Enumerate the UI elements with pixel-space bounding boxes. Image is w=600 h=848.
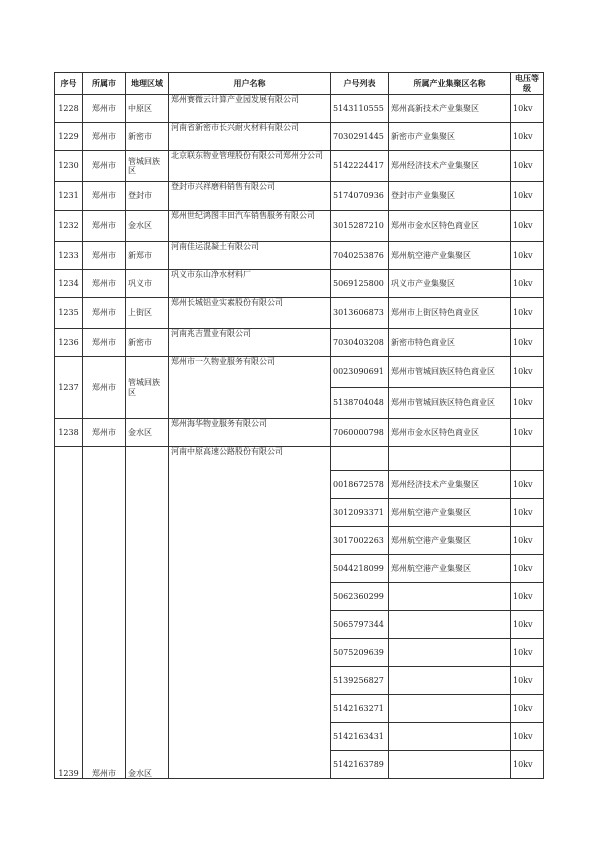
cell-district: 金水区 (126, 447, 169, 779)
cell-city: 郑州市 (83, 211, 126, 242)
table-row (55, 95, 544, 123)
table-row (55, 298, 544, 329)
table-row (55, 357, 544, 388)
cell-account: 7030291445 (331, 123, 389, 151)
cell-cluster: 登封市产业集聚区 (389, 182, 511, 211)
cell-voltage: 10kv (511, 471, 544, 499)
cell-cluster (389, 751, 511, 779)
cell-account: 5139256827 (331, 667, 389, 695)
cell-seq: 1235 (55, 298, 83, 329)
cell-account: 5174070936 (331, 182, 389, 211)
cell-seq: 1238 (55, 419, 83, 447)
cell-cluster: 郑州市上街区特色商业区 (389, 298, 511, 329)
cell-voltage: 10kv (511, 211, 544, 242)
cell-seq: 1234 (55, 270, 83, 298)
cell-district: 上街区 (126, 298, 169, 329)
table-row (55, 270, 544, 298)
cell-city: 郑州市 (83, 419, 126, 447)
cell-account: 5142163271 (331, 695, 389, 723)
cell-voltage: 10kv (511, 723, 544, 751)
cell-voltage: 10kv (511, 555, 544, 583)
cell-account: 5075209639 (331, 639, 389, 667)
cell-cluster: 郑州航空港产业集聚区 (389, 527, 511, 555)
cell-cluster: 郑州高新技术产业集聚区 (389, 95, 511, 123)
cell-user: 郑州世纪鸿图丰田汽车销售服务有限公司 (169, 211, 331, 242)
cell-user: 河南佳运混凝土有限公司 (169, 242, 331, 270)
cell-voltage: 10kv (511, 527, 544, 555)
cell-cluster: 郑州经济技术产业集聚区 (389, 151, 511, 182)
table-row (55, 329, 544, 357)
cell-user: 河南兆吉置业有限公司 (169, 329, 331, 357)
cell-voltage: 10kv (511, 388, 544, 419)
cell-account: 5065797344 (331, 611, 389, 639)
cell-seq: 1237 (55, 357, 83, 419)
cell-cluster: 郑州航空港产业集聚区 (389, 242, 511, 270)
cell-account: 0018672578 (331, 471, 389, 499)
cell-user: 北京联东物业管理股份有限公司郑州分公司 (169, 151, 331, 182)
cell-cluster: 新密市特色商业区 (389, 329, 511, 357)
cell-account: 3017002263 (331, 527, 389, 555)
cell-voltage: 10kv (511, 95, 544, 123)
cell-voltage: 10kv (511, 123, 544, 151)
cell-city: 郑州市 (83, 298, 126, 329)
cell-user: 巩义市东山净水材料厂 (169, 270, 331, 298)
table-row (55, 211, 544, 242)
cell-seq: 1232 (55, 211, 83, 242)
cell-city: 郑州市 (83, 329, 126, 357)
cell-voltage: 10kv (511, 242, 544, 270)
cell-account: 3012093371 (331, 499, 389, 527)
cell-voltage: 10kv (511, 329, 544, 357)
cell-voltage: 10kv (511, 751, 544, 779)
header-user: 用户名称 (169, 73, 331, 95)
header-row (55, 73, 544, 95)
header-seq: 序号 (55, 73, 83, 95)
cell-voltage: 10kv (511, 270, 544, 298)
cell-city: 郑州市 (83, 123, 126, 151)
table-row (55, 419, 544, 447)
cell-account: 3015287210 (331, 211, 389, 242)
cell-account: 5142163789 (331, 751, 389, 779)
cell-seq: 1230 (55, 151, 83, 182)
cell-account: 5142224417 (331, 151, 389, 182)
cell-cluster (389, 667, 511, 695)
cell-district: 巩义市 (126, 270, 169, 298)
header-city: 所属市 (83, 73, 126, 95)
cell-city: 郑州市 (83, 357, 126, 419)
cell-cluster (389, 723, 511, 751)
cell-voltage: 10kv (511, 419, 544, 447)
header-cluster: 所属产业集聚区名称 (389, 73, 511, 95)
cell-city: 郑州市 (83, 182, 126, 211)
cell-seq: 1239 (55, 447, 83, 779)
cell-district: 新密市 (126, 329, 169, 357)
cell-voltage: 10kv (511, 695, 544, 723)
cell-cluster: 郑州航空港产业集聚区 (389, 555, 511, 583)
cell-district: 金水区 (126, 419, 169, 447)
table-row (55, 123, 544, 151)
cell-voltage: 10kv (511, 182, 544, 211)
cell-district: 中原区 (126, 95, 169, 123)
cell-account: 5143110555 (331, 95, 389, 123)
cell-district: 新郑市 (126, 242, 169, 270)
cell-account: 7030403208 (331, 329, 389, 357)
cell-cluster: 郑州市金水区特色商业区 (389, 211, 511, 242)
cell-user: 郑州长城铝业实素股份有限公司 (169, 298, 331, 329)
header-voltage: 电压等级 (511, 73, 544, 95)
cell-account: 0023090691 (331, 357, 389, 388)
cell-account: 5062360299 (331, 583, 389, 611)
cell-account: 3013606873 (331, 298, 389, 329)
cell-cluster: 郑州市管城回族区特色商业区 (389, 388, 511, 419)
cell-voltage (511, 447, 544, 471)
cell-account: 7040253876 (331, 242, 389, 270)
cell-city: 郑州市 (83, 151, 126, 182)
cell-cluster (389, 583, 511, 611)
cell-voltage: 10kv (511, 298, 544, 329)
cell-voltage: 10kv (511, 357, 544, 388)
cell-city: 郑州市 (83, 270, 126, 298)
cell-account (331, 447, 389, 471)
cell-account: 7060000798 (331, 419, 389, 447)
table-row (55, 242, 544, 270)
cell-seq: 1231 (55, 182, 83, 211)
cell-account: 5044218099 (331, 555, 389, 583)
table-row (55, 182, 544, 211)
cell-cluster: 郑州市金水区特色商业区 (389, 419, 511, 447)
cell-user: 登封市兴祥磨料销售有限公司 (169, 182, 331, 211)
cell-district: 金水区 (126, 211, 169, 242)
cell-voltage: 10kv (511, 639, 544, 667)
cell-cluster: 郑州航空港产业集聚区 (389, 499, 511, 527)
cell-voltage: 10kv (511, 151, 544, 182)
cell-city: 郑州市 (83, 95, 126, 123)
cell-cluster: 巩义市产业集聚区 (389, 270, 511, 298)
cell-cluster (389, 611, 511, 639)
cell-voltage: 10kv (511, 667, 544, 695)
cell-cluster: 郑州市管城回族区特色商业区 (389, 357, 511, 388)
cell-cluster (389, 695, 511, 723)
cell-voltage: 10kv (511, 499, 544, 527)
cell-user: 河南中原高速公路股份有限公司 (169, 447, 331, 779)
cell-district: 管城回族区 (126, 151, 169, 182)
cell-seq: 1229 (55, 123, 83, 151)
cell-district: 登封市 (126, 182, 169, 211)
cell-cluster: 新密市产业集聚区 (389, 123, 511, 151)
header-account: 户号列表 (331, 73, 389, 95)
cell-seq: 1228 (55, 95, 83, 123)
cell-seq: 1236 (55, 329, 83, 357)
cell-district: 新密市 (126, 123, 169, 151)
cell-district: 管城回族区 (126, 357, 169, 419)
cell-cluster: 郑州经济技术产业集聚区 (389, 471, 511, 499)
customer-table (54, 72, 544, 779)
cell-cluster (389, 447, 511, 471)
cell-user: 郑州海华物业服务有限公司 (169, 419, 331, 447)
cell-user: 河南省新密市长兴耐火材料有限公司 (169, 123, 331, 151)
cell-user: 郑州赛微云计算产业园发展有限公司 (169, 95, 331, 123)
cell-city: 郑州市 (83, 242, 126, 270)
cell-account: 5138704048 (331, 388, 389, 419)
table-row (55, 151, 544, 182)
cell-account: 5069125800 (331, 270, 389, 298)
cell-voltage: 10kv (511, 583, 544, 611)
cell-account: 5142163431 (331, 723, 389, 751)
cell-city: 郑州市 (83, 447, 126, 779)
cell-seq: 1233 (55, 242, 83, 270)
cell-voltage: 10kv (511, 611, 544, 639)
cell-user: 郑州市一久物业服务有限公司 (169, 357, 331, 419)
cell-cluster (389, 639, 511, 667)
table-row (55, 447, 544, 471)
header-district: 地理区域 (126, 73, 169, 95)
